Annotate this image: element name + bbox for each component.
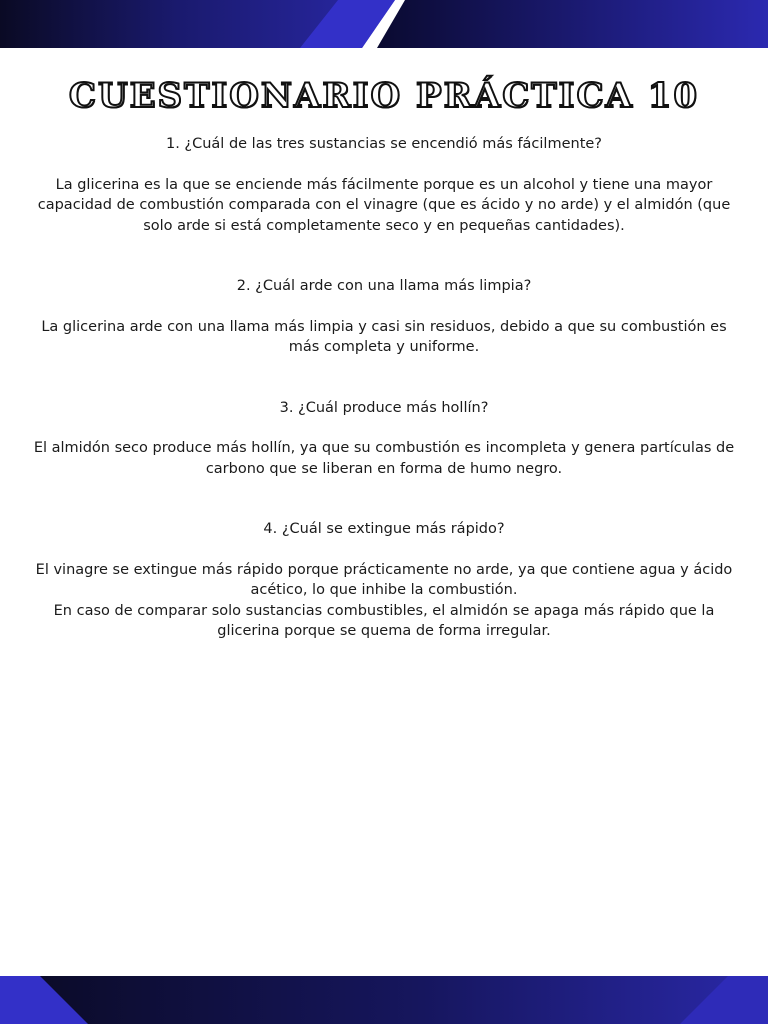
top-decorative-band [0, 0, 768, 48]
answer-2: La glicerina arde con una llama más limpia y casi sin residuos, debido a que su combustión es más completa y uniforme. [41, 318, 727, 355]
bottom-decorative-band [0, 976, 768, 1024]
qa-item [28, 276, 740, 358]
question-4: 4. ¿Cuál se extingue más rápido? [263, 521, 505, 537]
question-2: 2. ¿Cuál arde con una llama más limpia? [236, 278, 532, 294]
qa-item [28, 398, 740, 480]
question-1: 1. ¿Cuál de las tres sustancias se encendió más fácilmente? [165, 136, 603, 152]
answer-4a: El vinagre se extingue más rápido porque prácticamente no arde, ya que contiene agua y ácido acético, lo que inhibe la combustión. [35, 561, 733, 598]
qa-item [28, 134, 740, 236]
answer-1: La glicerina es la que se enciende más fácilmente porque es un alcohol y tiene una mayor capacidad de combustión comparada con el vinagre (que es ácido y no arde) y el almidón (que solo arde si está completamente seco y en pequeñas cantidades). [37, 176, 731, 234]
page-title: CUESTIONARIO PRÁCTICA 10 [68, 76, 700, 116]
questionnaire-body [28, 134, 740, 642]
answer-4b: En caso de comparar solo sustancias combustibles, el almidón se apaga más rápido que la glicerina porque se quema de forma irregular. [53, 602, 715, 639]
question-3: 3. ¿Cuál produce más hollín? [279, 399, 489, 416]
qa-item [28, 519, 740, 642]
answer-3: El almidón seco produce más hollín, ya que su combustión es incompleta y genera partículas de carbono que se liberan en forma de humo negro. [33, 440, 735, 477]
